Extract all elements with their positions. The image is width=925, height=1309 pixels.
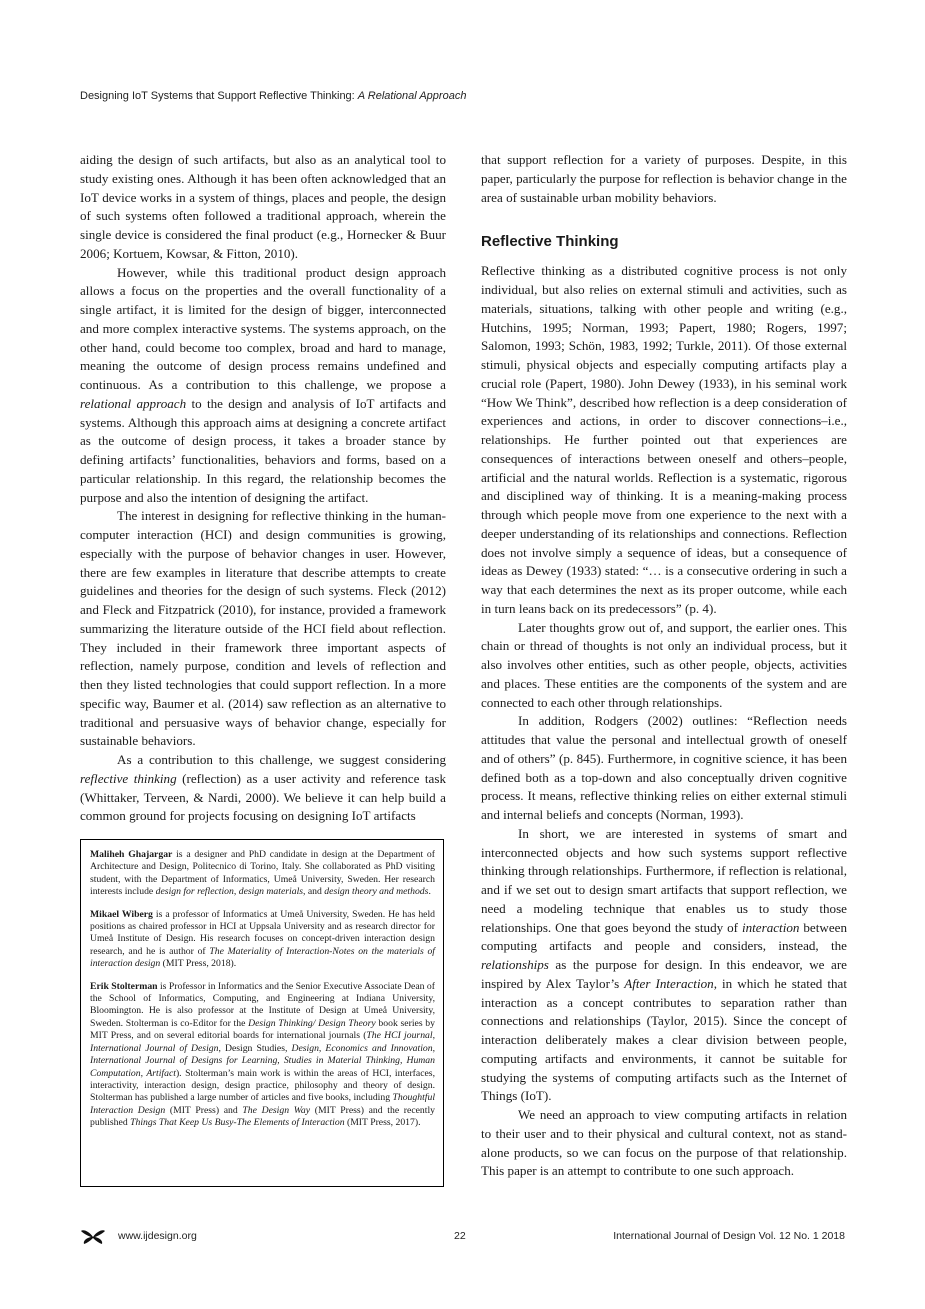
paragraph: However, while this traditional product design approach allows a focus on the properties and the overall functionality of a single artifact, it is limited for the design of bigger, interconnected and more complex interactive systems. The systems approach, on the other hand, could become too complex, broad and hard to manage, meaning the outcome of design process remains undefined and continuous. As a contribution to this challenge, we propose a relational approach to the design and analysis of IoT artifacts and systems. Although this approach aims at designing a concrete artifact as the outcome of design process, it takes a broader stance by defining artifacts’ functionalities, behaviors and forms, based on a particular relationship. In this regard, the relationship becomes the purpose and also the intention of designing the artifact.	[80, 264, 446, 505]
paragraph: As a contribution to this challenge, we suggest considering reflective thinking (reflection) as a user activity and reference task (Whittaker, Terveen, & Nardi, 2000). We believe it can help build a common ground for projects focusing on designing IoT artifacts	[80, 752, 447, 824]
butterfly-logo-icon	[80, 1229, 106, 1245]
paragraph: that support reflection for a variety of purposes. Despite, in this paper, particularly the purpose for reflection is behavior change in the area of sustainable urban mobility behaviors.	[481, 152, 847, 205]
paragraph: aiding the design of such artifacts, but also as an analytical tool to study existing ones. Although it has been often acknowledged that an IoT device works in a system of things, places and people, the design of such systems often followed a traditional approach, wherein the single device is considered the final product (e.g., Hornecker & Buur 2006; Kortuem, Kowsar, & Fitton, 2010).	[80, 152, 446, 261]
section-heading: Reflective Thinking	[481, 233, 619, 251]
author-bio: Erik Stolterman is Professor in Informatics and the Senior Executive Associate Dean of the School of Informatics, Computing, and Engineering at Indiana University, Bloomington. He is also professor at the Institute of Design at Umeå University, Sweden. Stolterman is co-Editor for the Design Thinking/ Design Theory book series by MIT Press, and on several editorial boards for international journals (The HCI journal, International Journal of Design, Design Studies, Design, Economics and Innovation, International Journal of Designs for Learning, Studies in Material Thinking, Human Computation, Artifact). Stolterman’s main work is within the areas of HCI, interfaces, interactivity, interaction design, design practice, philosophy and theory of design. Stolterman has published a large number of articles and five books, including Thoughtful Interaction Design (MIT Press) and The Design Way (MIT Press) and the recently published Things That Keep Us Busy-The Elements of Interaction (MIT Press, 2017).	[90, 980, 436, 1129]
paragraph: In short, we are interested in systems of smart and interconnected objects and how such systems support reflective thinking through relationships. Furthermore, if reflection is relational, and if we set out to design smart artifacts that support reflection, we need a modeling technique that enables us to study those relationships. One that goes beyond the study of interaction between computing artifacts and people and considers, instead, the relationships as the purpose for design. In this endeavor, we are inspired by Alex Taylor’s After Interaction, in which he stated that interaction as a concept contributes to separation rather than connections and relationships (Taylor, 2015). Since the concept of interaction deliberately makes a clear division between people, computing artifacts and environments, it cannot be suitable for studying the systems of computing artifacts such as the Internet of Things (IoT).	[481, 825, 848, 1104]
running-head: Designing IoT Systems that Support Reflective Thinking: A Relational Approach	[80, 90, 467, 102]
author-bio: Maliheh Ghajargar is a designer and PhD candidate in design at the Department of Architecture and Design, Politecnico di Torino, Italy. She collaborated as PhD visiting student, with the Department of Informatics, Umeå University, Sweden. Her research interests include design for reflection, design materials, and design theory and methods.	[90, 849, 435, 898]
left-column	[80, 151, 446, 826]
author-bios-box	[80, 839, 444, 1187]
page-footer	[80, 1229, 845, 1245]
right-column	[481, 151, 847, 1181]
author-bio: Mikael Wiberg is a professor of Informatics at Umeå University, Sweden. He has held positions as chaired professor in HCI at Uppsala University and as research director for Umeå Institute of Design. His research focuses on concept-driven interaction design research, and he is author of The Materiality of Interaction-Notes on the materials of interaction design (MIT Press, 2018).	[90, 908, 436, 970]
journal-citation: International Journal of Design Vol. 12 No. 1 2018	[613, 1230, 845, 1242]
paragraph: We need an approach to view computing artifacts in relation to their user and to their physical and cultural context, not as stand-alone products, so we can focus on the purpose of that relationship. This paper is an attempt to contribute to one such approach.	[481, 1107, 847, 1179]
paragraph: In addition, Rodgers (2002) outlines: “Reflection needs attitudes that value the personal and intellectual growth of oneself and of others” (p. 845). Furthermore, in cognitive science, it has been defined both as a top-down and also conceptually driven cognitive process. It means, reflective thinking relies on either external stimuli and internal beliefs and concepts (Norman, 1993).	[481, 713, 847, 822]
paragraph: Later thoughts grow out of, and support, the earlier ones. This chain or thread of thoughts is not only an individual process, but it also involves other entities, such as other people, objects, activities and places. These entities are the components of the system and are connected to each other through relationships.	[481, 619, 847, 710]
page-number: 22	[454, 1230, 466, 1242]
paragraph: The interest in designing for reflective thinking in the human-computer interaction (HCI) and design communities is growing, especially with the purpose of behavior changes in user. However, there are few examples in literature that describe attempts to create guidelines and theories for the design of such systems. Fleck (2012) and Fleck and Fitzpatrick (2010), for instance, provided a framework summarizing the literature outside of the HCI field about reflection. They included in their framework three important aspects of reflection, namely purpose, condition and levels of reflection and then they listed technologies that could support reflection. In a more specific way, Baumer et al. (2014) saw reflection as an alternative to traditional and persuasive ways of behavior change, especially for sustainable behaviors.	[80, 508, 446, 749]
website-link[interactable]: www.ijdesign.org	[118, 1230, 197, 1242]
paragraph: Reflective thinking as a distributed cognitive process is not only individual, but also relies on external stimuli and activities, such as materials, situations, talking with other people and writing (e.g., Hutchins, 1995; Norman, 1993; Papert, 1980; Rogers, 1997; Salomon, 1993; Schön, 1983, 1992; Turkle, 2011). Of those external stimuli, physical objects and especially computing artifacts play a crucial role (Papert, 1980). John Dewey (1933), in his seminal work “How We Think”, described how reflection is a deep consideration of experiences and actions, in order to discover connections–i.e., relationships. He further pointed out that experiences are consequences of interactions between oneself and others–people, artificial and the natural worlds. Reflection is a systematic, rigorous and disciplined way of thinking. It is a meaning-making process through which people move from one experience to the next with a deeper understanding of its relationships and connections. Reflection does not involve simply a sequence of ideas, but a consequence of ideas as Dewey (1933) stated: “… is a consecutive ordering in such a way that each determines the next as its proper outcome, while each in turn leans back on its predecessors” (p. 4).	[481, 263, 847, 616]
